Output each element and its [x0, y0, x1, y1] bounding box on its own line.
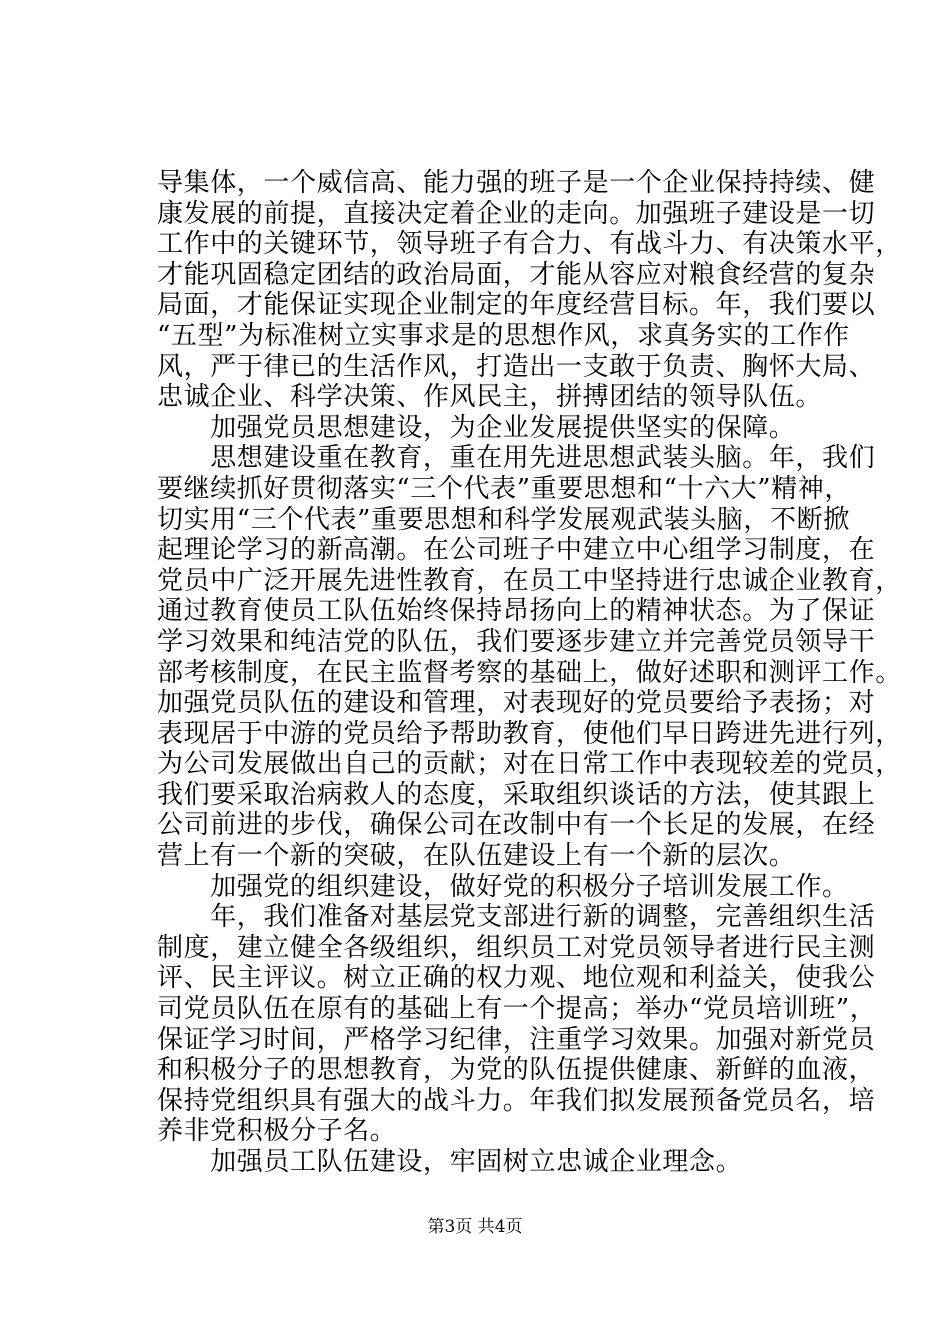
body-text-line: 导集体，一个威信高、能力强的班子是一个企业保持持续、健 — [157, 168, 876, 198]
body-text-line: 公司前进的步伐，确保公司在改制中有一个长足的发展，在经 — [157, 810, 876, 841]
body-text-line: 加强党员思想建设，为企业发展提供坚实的保障。 — [157, 412, 796, 443]
body-text-line: 风，严于律已的生活作风，打造出一支敢于负责、胸怀大局、 — [157, 351, 876, 382]
body-text-line: 学习效果和纯洁党的队伍，我们要逐步建立并完善党员领导干 — [157, 626, 876, 657]
body-text-line: 切实用“三个代表”重要思想和科学发展观武装头脑，不断掀 — [157, 504, 850, 535]
body-text-line: 加强员工队伍建设，牢固树立忠诚企业理念。 — [157, 1147, 743, 1177]
body-text-line: 思想建设重在教育，重在用先进思想武装头脑。年，我们 — [157, 443, 876, 474]
body-text-line: “五型”为标准树立实事求是的思想作风，求真务实的工作作 — [157, 320, 850, 351]
body-text-line: 才能巩固稳定团结的政治局面，才能从容应对粮食经营的复杂 — [157, 259, 876, 290]
body-text-line: 加强党的组织建设，做好党的积极分子培训发展工作。 — [157, 871, 849, 902]
body-text-line: 局面，才能保证实现企业制定的年度经营目标。年，我们要以 — [157, 290, 876, 321]
body-text-line: 保持党组织具有强大的战斗力。年我们拟发展预备党员名，培 — [157, 1085, 876, 1116]
body-text-line: 起理论学习的新高潮。在公司班子中建立中心组学习制度，在 — [157, 535, 876, 566]
body-text-line: 为公司发展做出自己的贡献；对在日常工作中表现较差的党员， — [157, 749, 902, 780]
body-text-line: 加强党员队伍的建设和管理，对表现好的党员要给予表扬；对 — [157, 688, 876, 719]
body-text-line: 司党员队伍在原有的基础上有一个提高；举办“党员培训班”， — [157, 994, 877, 1025]
body-text-line: 忠诚企业、科学决策、作风民主，拼搏团结的领导队伍。 — [157, 382, 823, 413]
body-text-line: 制度，建立健全各级组织，组织员工对党员领导者进行民主测 — [157, 932, 876, 963]
body-text-line: 和积极分子的思想教育，为党的队伍提供健康、新鲜的血液， — [157, 1055, 876, 1086]
body-text-line: 康发展的前提，直接决定着企业的走向。加强班子建设是一切 — [157, 198, 876, 229]
body-text-line: 表现居于中游的党员给予帮助教育，使他们早日跨进先进行列， — [157, 718, 902, 749]
body-text-line: 养非党积极分子名。 — [157, 1116, 397, 1147]
body-text-line: 党员中广泛开展先进性教育，在员工中坚持进行忠诚企业教育， — [157, 565, 902, 596]
body-text-line: 要继续抓好贯彻落实“三个代表”重要思想和“十六大”精神， — [157, 473, 851, 504]
body-text-line: 保证学习时间，严格学习纪律，注重学习效果。加强对新党员 — [157, 1024, 876, 1055]
body-text-line: 部考核制度，在民主监督考察的基础上，做好述职和测评工作。 — [157, 657, 902, 688]
body-text-line: 通过教育使员工队伍始终保持昂扬向上的精神状态。为了保证 — [157, 596, 876, 627]
page-footer: 第3页 共4页 — [427, 1217, 523, 1237]
body-text-line: 年，我们准备对基层党支部进行新的调整，完善组织生活 — [157, 902, 876, 933]
document-body — [157, 168, 902, 1178]
body-text-line: 工作中的关键环节，领导班子有合力、有战斗力、有决策水平， — [157, 229, 902, 260]
body-text-line: 营上有一个新的突破，在队伍建设上有一个新的层次。 — [157, 841, 796, 872]
body-text-line: 我们要采取治病救人的态度，采取组织谈话的方法，使其跟上 — [157, 779, 876, 810]
body-text-line: 评、民主评议。树立正确的权力观、地位观和利益关，使我公 — [157, 963, 876, 994]
